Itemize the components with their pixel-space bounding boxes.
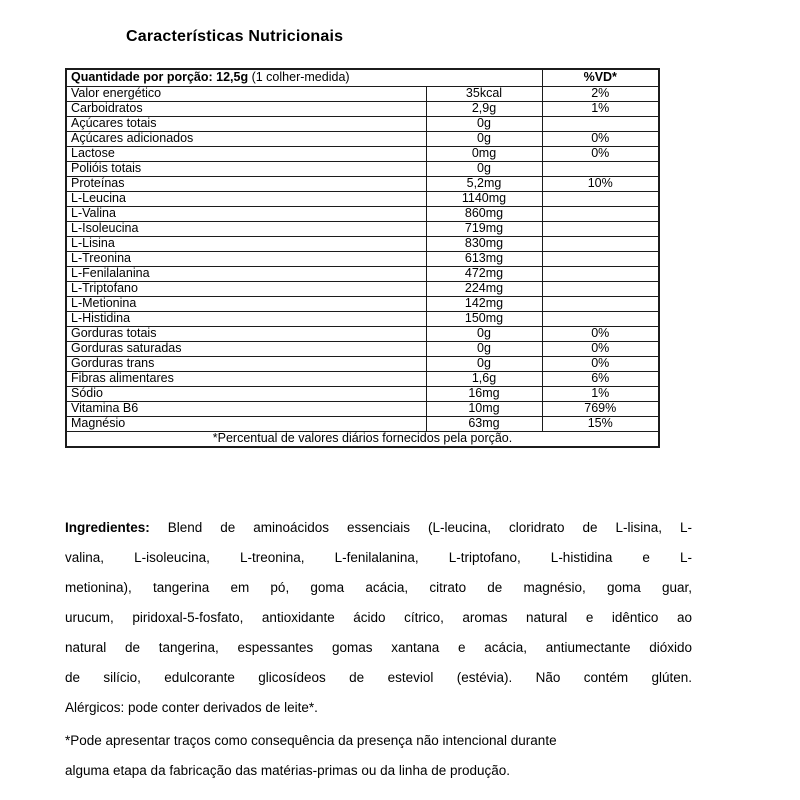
row-daily-value <box>542 116 659 131</box>
table-row <box>66 101 659 116</box>
row-label: L-Treonina <box>66 251 426 266</box>
table-row <box>66 326 659 341</box>
row-label: Carboidratos <box>66 101 426 116</box>
row-label: Fibras alimentares <box>66 371 426 386</box>
row-daily-value: 1% <box>542 101 659 116</box>
text-line: natural de tangerina, espessantes gomas xantana e acácia, antiumectante dióxido <box>65 640 692 655</box>
page-title: Características Nutricionais <box>126 28 344 45</box>
text-line: de silício, edulcorante glicosídeos de esteviol (estévia). Não contém glúten. <box>65 670 692 685</box>
row-value: 1,6g <box>426 371 542 386</box>
table-footnote: *Percentual de valores diários fornecidos pela porção. <box>66 431 659 447</box>
row-label: L-Lisina <box>66 236 426 251</box>
row-value: 0g <box>426 326 542 341</box>
text-line: metionina), tangerina em pó, goma acácia, citrato de magnésio, goma guar, <box>65 580 692 595</box>
row-value: 35kcal <box>426 86 542 101</box>
table-row <box>66 146 659 161</box>
text-line: urucum, piridoxal-5-fosfato, antioxidante ácido cítrico, aromas natural e idêntico ao <box>65 610 692 625</box>
row-value: 63mg <box>426 416 542 431</box>
row-daily-value: 10% <box>542 176 659 191</box>
row-daily-value <box>542 206 659 221</box>
table-header-row <box>66 69 659 86</box>
row-daily-value <box>542 311 659 326</box>
row-label: L-Metionina <box>66 296 426 311</box>
row-label: Polióis totais <box>66 161 426 176</box>
row-daily-value <box>542 236 659 251</box>
table-footnote-row <box>66 431 659 447</box>
table-row <box>66 251 659 266</box>
table-row <box>66 206 659 221</box>
row-label: L-Valina <box>66 206 426 221</box>
text-line: Alérgicos: pode conter derivados de leite*. <box>65 700 318 715</box>
row-value: 830mg <box>426 236 542 251</box>
table-row <box>66 416 659 431</box>
row-label: Gorduras totais <box>66 326 426 341</box>
row-label: Gorduras saturadas <box>66 341 426 356</box>
text-line: valina, L-isoleucina, L-treonina, L-fenilalanina, L-triptofano, L-histidina e L- <box>65 550 692 565</box>
row-daily-value: 0% <box>542 146 659 161</box>
table-row <box>66 116 659 131</box>
row-daily-value <box>542 251 659 266</box>
table-row <box>66 221 659 236</box>
row-value: 719mg <box>426 221 542 236</box>
row-value: 0g <box>426 131 542 146</box>
row-label: L-Triptofano <box>66 281 426 296</box>
serving-size-bold-text: Quantidade por porção: 12,5g <box>71 69 249 84</box>
row-value: 16mg <box>426 386 542 401</box>
serving-size-header <box>66 69 542 86</box>
row-value: 0g <box>426 341 542 356</box>
row-daily-value <box>542 221 659 236</box>
ingredients-paragraph <box>65 513 692 723</box>
row-value: 0g <box>426 161 542 176</box>
row-daily-value: 2% <box>542 86 659 101</box>
trace-note-paragraph <box>65 726 692 786</box>
table-row <box>66 356 659 371</box>
row-label: Lactose <box>66 146 426 161</box>
row-label: Gorduras trans <box>66 356 426 371</box>
table-row <box>66 281 659 296</box>
table-row <box>66 386 659 401</box>
row-value: 5,2mg <box>426 176 542 191</box>
row-daily-value <box>542 266 659 281</box>
row-label: L-Fenilalanina <box>66 266 426 281</box>
row-value: 150mg <box>426 311 542 326</box>
row-value: 142mg <box>426 296 542 311</box>
table-row <box>66 266 659 281</box>
label-text-block <box>65 513 692 786</box>
row-daily-value: 0% <box>542 326 659 341</box>
table-row <box>66 131 659 146</box>
serving-size-regular-text: (1 colher-medida) <box>248 69 350 84</box>
table-row <box>66 86 659 101</box>
row-value: 613mg <box>426 251 542 266</box>
row-daily-value: 15% <box>542 416 659 431</box>
table-row <box>66 311 659 326</box>
row-label: L-Histidina <box>66 311 426 326</box>
text-line: alguma etapa da fabricação das matérias-primas ou da linha de produção. <box>65 763 511 778</box>
ingredients-lead-label: Ingredientes: <box>65 520 150 535</box>
row-daily-value <box>542 161 659 176</box>
table-row <box>66 176 659 191</box>
row-label: Açúcares totais <box>66 116 426 131</box>
row-value: 1140mg <box>426 191 542 206</box>
row-label: Valor energético <box>66 86 426 101</box>
row-daily-value: 1% <box>542 386 659 401</box>
daily-value-header: %VD* <box>542 69 659 86</box>
table-row <box>66 401 659 416</box>
row-label: Sódio <box>66 386 426 401</box>
row-value: 224mg <box>426 281 542 296</box>
row-label: Vitamina B6 <box>66 401 426 416</box>
row-label: L-Isoleucina <box>66 221 426 236</box>
row-daily-value: 6% <box>542 371 659 386</box>
table-row <box>66 371 659 386</box>
row-value: 2,9g <box>426 101 542 116</box>
row-label: Magnésio <box>66 416 426 431</box>
table-row <box>66 296 659 311</box>
row-daily-value <box>542 296 659 311</box>
row-value: 860mg <box>426 206 542 221</box>
row-daily-value <box>542 281 659 296</box>
row-daily-value: 0% <box>542 341 659 356</box>
row-value: 0mg <box>426 146 542 161</box>
row-daily-value: 769% <box>542 401 659 416</box>
table-row <box>66 191 659 206</box>
nutrition-facts-table <box>65 68 660 448</box>
table-row <box>66 161 659 176</box>
table-row <box>66 341 659 356</box>
row-value: 0g <box>426 356 542 371</box>
row-daily-value: 0% <box>542 131 659 146</box>
row-label: L-Leucina <box>66 191 426 206</box>
row-daily-value: 0% <box>542 356 659 371</box>
text-line: *Pode apresentar traços como consequência da presença não intencional durante <box>65 733 557 748</box>
row-value: 472mg <box>426 266 542 281</box>
text-line: Ingredientes: Blend de aminoácidos essenciais (L-leucina, cloridrato de L-lisina, L- <box>65 520 692 535</box>
row-label: Proteínas <box>66 176 426 191</box>
row-value: 10mg <box>426 401 542 416</box>
row-value: 0g <box>426 116 542 131</box>
table-row <box>66 236 659 251</box>
row-daily-value <box>542 191 659 206</box>
row-label: Açúcares adicionados <box>66 131 426 146</box>
